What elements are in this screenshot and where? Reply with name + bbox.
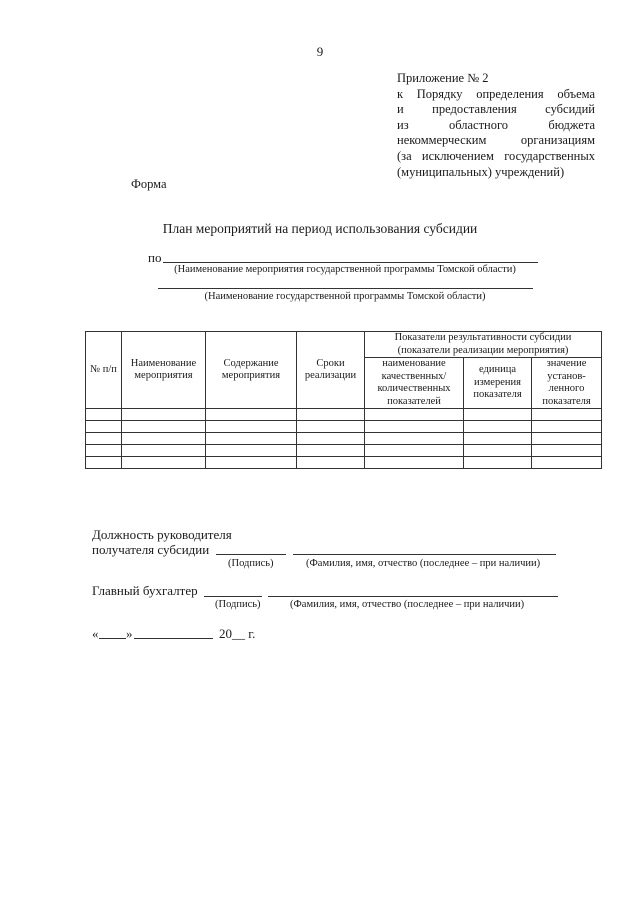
table-row (86, 433, 602, 445)
program-name-line[interactable] (158, 288, 533, 289)
date-open-quote: « (92, 626, 99, 641)
header-event-content: Содержание мероприятия (206, 332, 297, 409)
head-fio-caption: (Фамилия, имя, отчество (последнее – при наличии) (306, 558, 541, 569)
table-cell[interactable] (532, 421, 602, 433)
table-cell[interactable] (297, 433, 365, 445)
table-cell[interactable] (122, 433, 206, 445)
table-cell[interactable] (86, 409, 122, 421)
plan-table (85, 331, 602, 469)
date-day-line[interactable] (99, 638, 126, 639)
table-cell[interactable] (532, 457, 602, 469)
head-position-label-2: получателя субсидии (92, 542, 210, 557)
accountant-fio-caption: (Фамилия, имя, отчество (последнее – при наличии) (290, 599, 525, 610)
table-row (86, 457, 602, 469)
table-cell[interactable] (464, 445, 532, 457)
header-indicator-unit: единица измерения показателя (464, 358, 532, 409)
header-terms: Сроки реализации (297, 332, 365, 409)
head-signature-caption: (Подпись) (228, 558, 274, 569)
table-cell[interactable] (365, 433, 464, 445)
table-body (86, 409, 602, 469)
appendix-line-6: (за исключением государственных (397, 148, 595, 163)
table-cell[interactable] (206, 433, 297, 445)
table-row (86, 421, 602, 433)
appendix-line-1: Приложение № 2 (397, 71, 489, 85)
header-indicator-value: значение установ-ленного показателя (532, 358, 602, 409)
appendix-line-7: (муниципальных) учреждений) (397, 164, 565, 179)
document-title: План мероприятий на период использования субсидии (162, 221, 478, 236)
table-row (86, 445, 602, 457)
program-name-caption: (Наименование государственной программы Томской области) (204, 291, 486, 302)
accountant-signature-line[interactable] (204, 596, 262, 597)
date-close-quote: » (126, 626, 133, 641)
table-cell[interactable] (122, 445, 206, 457)
table-cell[interactable] (532, 433, 602, 445)
table-cell[interactable] (464, 433, 532, 445)
header-indicators-group: Показатели результативности субсидии (показатели реализации мероприятия) (365, 332, 602, 358)
table-cell[interactable] (365, 409, 464, 421)
head-fio-line[interactable] (293, 554, 556, 555)
table-cell[interactable] (297, 457, 365, 469)
table-cell[interactable] (86, 445, 122, 457)
appendix-line-3: и предоставления субсидий (397, 102, 595, 117)
table-cell[interactable] (122, 457, 206, 469)
appendix-line-4: из областного бюджета (397, 117, 595, 132)
table-cell[interactable] (365, 457, 464, 469)
table-cell[interactable] (206, 457, 297, 469)
table-cell[interactable] (297, 421, 365, 433)
table-row (86, 409, 602, 421)
table-cell[interactable] (206, 445, 297, 457)
appendix-line-5: некоммерческим организациям (397, 133, 595, 148)
table-cell[interactable] (464, 457, 532, 469)
table-cell[interactable] (365, 445, 464, 457)
table-cell[interactable] (122, 409, 206, 421)
head-signature-line[interactable] (216, 554, 286, 555)
table-cell[interactable] (206, 421, 297, 433)
accountant-label: Главный бухгалтер (92, 583, 198, 598)
header-num: № п/п (86, 332, 122, 409)
event-name-line[interactable] (163, 262, 538, 263)
appendix-block (397, 71, 595, 180)
appendix-line-2: к Порядку определения объема (397, 86, 595, 101)
table-cell[interactable] (532, 445, 602, 457)
accountant-fio-line[interactable] (268, 596, 558, 597)
po-label: по (148, 250, 162, 265)
table-cell[interactable] (464, 409, 532, 421)
event-name-caption: (Наименование мероприятия государственной программы Томской области) (174, 264, 516, 275)
date-year: 20__ г. (219, 626, 256, 641)
table-cell[interactable] (365, 421, 464, 433)
table-cell[interactable] (86, 421, 122, 433)
table-cell[interactable] (464, 421, 532, 433)
header-indicator-name: наименование качественных/ количественных показателей (365, 358, 464, 409)
accountant-signature-caption: (Подпись) (215, 599, 261, 610)
head-position-label-1: Должность руководителя (92, 527, 232, 542)
table-cell[interactable] (86, 457, 122, 469)
table-cell[interactable] (206, 409, 297, 421)
table-cell[interactable] (532, 409, 602, 421)
table-cell[interactable] (297, 409, 365, 421)
date-month-line[interactable] (134, 638, 213, 639)
table-cell[interactable] (297, 445, 365, 457)
table-cell[interactable] (86, 433, 122, 445)
page-number: 9 (316, 44, 324, 59)
header-event-name: Наименование мероприятия (122, 332, 206, 409)
table-cell[interactable] (122, 421, 206, 433)
form-label: Форма (131, 177, 167, 191)
